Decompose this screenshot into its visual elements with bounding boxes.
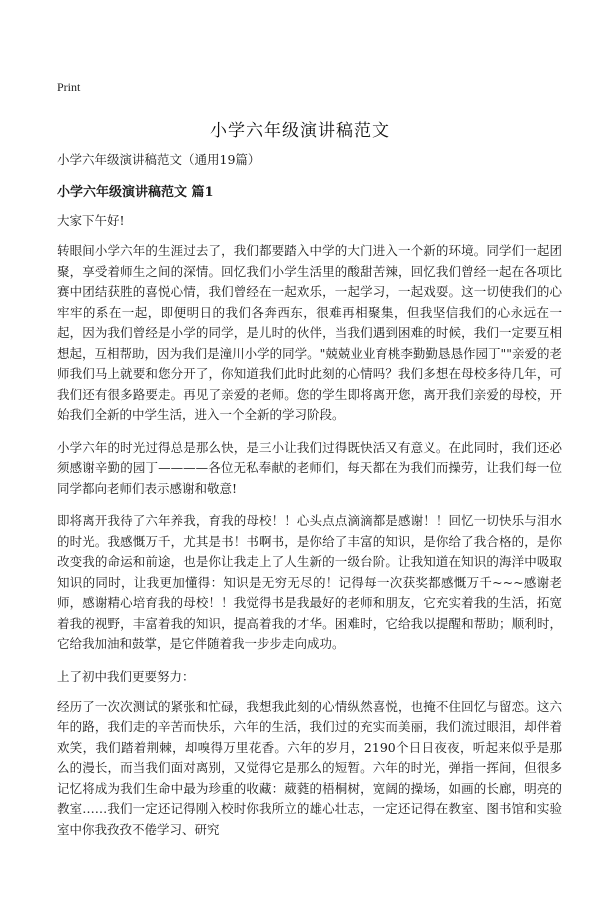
document-body bbox=[57, 150, 562, 852]
paragraph-2: 小学六年的时光过得总是那么快，是三小让我们过得既快活又有意义。在此同时，我们还必须感谢辛勤的园丁————各位无私奉献的老师们，每天都在为我们而操劳，让我们每一位同学都向老师们表示感谢和敬意! bbox=[57, 439, 562, 496]
paragraph-3: 即将离开我待了六年养我，育我的母校！！心头点点滴滴都是感谢！！回忆一切快乐与泪水的时光。我感慨万千，尤其是书！书啊书，是你给了丰富的知识，是你给了我合格的，是你改变我的命运和前途，也是你让我走上了人生新的一级台阶。让我知道在知识的海洋中吸取知识的同时，让我更加懂得：知识是无穷无尽的！记得每一次获奖都感慨万千~~~感谢老师，感谢精心培育我的母校！！我觉得书是我最好的老师和朋友，它充实着我的生活，拓宽着我的视野，丰富着我的知识，提高着我的才华。困难时，它给我以提醒和帮助；顺利时，它给我加油和鼓掌，是它伴随着我一步步走向成功。 bbox=[57, 513, 562, 651]
print-label: Print bbox=[57, 80, 81, 94]
note-line: 上了初中我们更要努力： bbox=[57, 668, 195, 684]
paragraph-4: 经历了一次次测试的紧张和忙碌，我想我此刻的心情纵然喜悦，也掩不住回忆与留恋。这六年的路，我们走的辛苦而快乐，六年的生活，我们过的充实而美丽，我们流过眼泪，却伴着欢笑，我们踏着荆棘，却嗅得万里花香。六年的岁月，2190个日日夜夜，听起来似乎是那么的漫长，而当我们面对离别，又觉得它是那么的短暂。六年的时光，弹指一挥间，但很多记忆将成为我们生命中最为珍重的收藏：葳蕤的梧桐树，宽阔的操场，如画的长廊，明亮的教室……我们一定还记得刚入校时你我所立的雄心壮志，一定还记得在教室、图书馆和实验室中你我孜孜不倦学习、研究 bbox=[57, 698, 562, 837]
page-title: 小学六年级演讲稿范文 bbox=[210, 121, 390, 141]
paragraph-1: 转眼间小学六年的生涯过去了，我们都要踏入中学的大门进入一个新的环境。同学们一起团聚，享受着师生之间的深情。回忆我们小学生活里的酸甜苦辣，回忆我们曾经一起在各项比赛中团结获胜的喜悦心情，我们曾经在一起欢乐，一起学习，一起戏耍。这一切使我们的心牢牢的系在一起，即便明日的我们各奔西东，很难再相聚集，但我坚信我们的心永远在一起，因为我们曾经是小学的同学，是儿时的伙伴，当我们遇到困难的时候，我们一定要互相想起，互相帮助，因为我们是潼川小学的同学。"兢兢业业育桃李勤勤恳恳作园丁""亲爱的老师我们马上就要和您分开了，你知道我们此时此刻的心情吗？我们多想在母校多待几年，可我们还有很多路要走。再见了亲爱的老师。您的学生即将离开您，离开我们亲爱的母校，开始我们全新的中学生活，进入一个全新的学习阶段。 bbox=[57, 243, 562, 422]
document-subtitle: 小学六年级演讲稿范文（通用19篇） bbox=[57, 152, 261, 167]
greeting-line: 大家下午好! bbox=[57, 213, 125, 228]
section-heading: 小学六年级演讲稿范文 篇1 bbox=[57, 185, 214, 200]
